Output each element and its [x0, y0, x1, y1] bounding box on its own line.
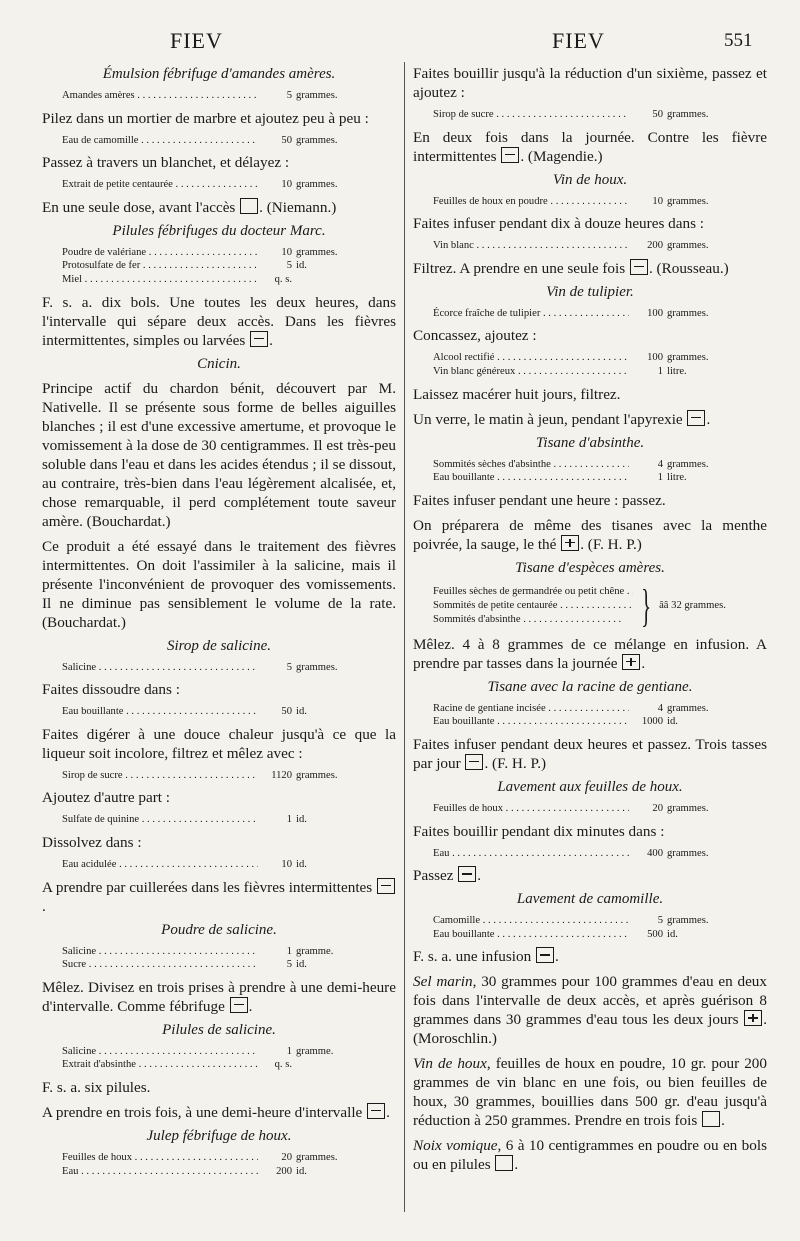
ingredient-name: Sommités de petite centaurée . . . — [433, 599, 633, 613]
paragraph-text: . — [477, 867, 482, 885]
paragraph-text: En une seule dose, avant l'accès — [42, 198, 240, 216]
plus-box-icon — [744, 1010, 762, 1026]
ingredient-name: Feuilles de houx en poudre . . . — [433, 195, 629, 209]
recipe-title: Tisane d'espèces amères. — [515, 559, 665, 576]
paragraph-text: . — [269, 331, 273, 349]
paragraph-text: , 6 à 10 centigrammes en poudre ou en bols ou en pilules — [413, 1137, 767, 1174]
ingredient-name: Camomille . . . — [433, 914, 629, 928]
ingredient-quantity: 1 — [286, 814, 292, 826]
ingredient-row — [62, 134, 396, 148]
ingredient-list — [433, 847, 767, 861]
paragraph-text: . — [554, 948, 559, 966]
ingredient-name: Sulfate de quinine . . . — [62, 813, 258, 827]
minus-box-icon — [501, 147, 519, 163]
paragraph-text: Principe actif du chardon bénit, découvert par M. Nativelle. Il se présente sous forme de belles aiguilles blanches ; il est d'une excessive amertume, et provoque le vomissement à la dose de 30 centigrammes. Il est très-peu soluble dans l'eau et dans les acides étendus ; il se dissout, au contraire, très-bien dans l'eau légèrement alcalisée, et, chose remarquable, il perd complétement toute saveur amère. (Bouchardat.) — [42, 379, 396, 530]
minus-box-icon — [250, 331, 268, 347]
ingredient-row — [62, 89, 396, 103]
paragraph-text: Un verre, le matin à jeun, pendant l'apyrexie — [413, 410, 687, 428]
remedy-name: Vin de houx — [413, 1055, 487, 1073]
paragraph — [42, 379, 396, 531]
ingredient-name: Extrait d'absinthe . . . — [62, 1058, 258, 1072]
ingredient-row — [433, 715, 767, 729]
ingredient-unit: grammes. — [667, 352, 709, 364]
paragraph-text: . — [706, 410, 711, 428]
ingredient-quantity: 20 — [652, 802, 663, 814]
ingredient-unit: grammes. — [296, 90, 338, 101]
paragraph — [413, 385, 767, 404]
paragraph-text: . (Moroschlin.) — [413, 1011, 767, 1048]
ingredient-name: Feuilles de houx . . . — [62, 1151, 258, 1165]
ingredient-row — [433, 365, 767, 379]
ingredient-name: Écorce fraîche de tulipier . . . — [433, 307, 629, 321]
ingredient-unit: grammes. — [296, 246, 338, 258]
paragraph-text: F. s. a. une infusion — [413, 948, 535, 966]
paragraph — [413, 410, 767, 429]
ingredient-list — [62, 858, 396, 872]
paragraph-text: . (Rousseau.) — [648, 259, 729, 277]
ingredient-quantity: 1120 — [271, 769, 292, 781]
ingredient-unit — [296, 273, 376, 287]
paragraph-text: . — [248, 997, 253, 1015]
recipe-title: Vin de houx. — [552, 171, 628, 188]
paragraph-text: Laissez macérer huit jours, filtrez. — [413, 385, 621, 403]
paragraph-text: F. s. a. dix bols. Une toutes les deux heures, dans l'intervalle qui sépare deux accès. Dans les fièvres intermittentes, simples ou larvées — [42, 293, 396, 349]
ingredient-unit: grammes. — [296, 769, 338, 781]
paragraph-text: F. s. a. six pilules. — [42, 1078, 151, 1096]
ingredient-unit: grammes. — [667, 109, 709, 120]
ingredient-row — [433, 471, 767, 485]
paragraph-text: Faites digérer à une douce chaleur jusqu'à ce que la liqueur soit incolore, filtrez et mêlez avec : — [42, 725, 396, 762]
running-head-right: FIEV — [552, 28, 605, 53]
ingredient-quantity: ââ 32 grammes. — [659, 600, 726, 612]
paragraph — [413, 1136, 767, 1174]
ingredient-list — [433, 914, 767, 941]
ingredient-quantity: 1000 — [641, 716, 663, 728]
recipe-title: Tisane avec la racine de gentiane. — [487, 678, 693, 695]
paragraph-text: . — [641, 654, 646, 672]
ingredient-row — [62, 958, 396, 972]
ingredient-name: Sommités d'absinthe . . . — [433, 613, 633, 627]
ingredient-name: Eau bouillante . . . — [433, 928, 629, 942]
paragraph — [413, 214, 767, 233]
paragraph-text: A prendre par cuillerées dans les fièvres intermittentes — [42, 878, 376, 896]
ingredient-name: Sucre . . . — [62, 958, 258, 972]
ingredient-row — [62, 1058, 396, 1072]
paragraph-text: Mêlez. Divisez en trois prises à prendre à une demi-heure d'intervalle. Comme fébrifuge — [42, 978, 396, 1015]
paragraph-text: . — [721, 1112, 725, 1130]
ingredient-row — [433, 239, 767, 253]
ingredient-row — [62, 858, 396, 872]
ingredient-row — [433, 914, 767, 928]
paragraph — [42, 680, 396, 699]
paragraph-text: Faites infuser pendant deux heures et passez. Trois tasses par jour — [413, 735, 767, 772]
paragraph — [413, 972, 767, 1048]
paragraph-text: . — [42, 897, 46, 915]
column-divider — [404, 62, 405, 1212]
ingredient-quantity: 1 — [657, 472, 663, 484]
running-head-left: FIEV — [170, 28, 223, 53]
ingredient-unit: grammes. — [667, 195, 709, 207]
ingredient-list — [62, 705, 396, 719]
paragraph-text: Passez à travers un blanchet, et délayez : — [42, 154, 290, 172]
ingredient-quantity: 10 — [281, 179, 292, 191]
ingredient-unit: id. — [296, 1165, 307, 1177]
paragraph-text: . (Magendie.) — [520, 147, 603, 165]
recipe-title: Sirop de salicine. — [166, 637, 271, 654]
ingredient-row — [433, 108, 767, 122]
paragraph-text: Pilez dans un mortier de marbre et ajoutez peu à peu : — [42, 109, 369, 127]
ingredient-list — [62, 813, 396, 827]
ingredient-unit: grammes. — [667, 458, 709, 470]
ingredient-list — [62, 178, 396, 192]
ingredient-row — [62, 661, 396, 675]
ingredient-unit: gramme. — [296, 1045, 334, 1057]
ingredient-name: Eau . . . — [433, 847, 629, 861]
ingredient-quantity: 50 — [652, 109, 663, 120]
page-number: 551 — [724, 30, 753, 51]
ingredient-row — [433, 351, 767, 365]
paragraph-text: . (F. H. P.) — [580, 535, 642, 553]
ingredient-unit: id. — [296, 260, 307, 272]
ingredient-unit: grammes. — [667, 307, 709, 319]
ingredient-quantity: 400 — [647, 847, 663, 859]
empty-box-icon — [240, 198, 258, 214]
recipe-title: Julep fébrifuge de houx. — [146, 1127, 292, 1144]
paragraph-text: On préparera de même des tisanes avec la menthe poivrée, la sauge, le thé — [413, 516, 767, 553]
ingredient-quantity: 20 — [281, 1151, 292, 1163]
ingredient-unit: id. — [667, 928, 678, 940]
ingredient-unit: grammes. — [667, 915, 709, 927]
ingredient-unit: grammes. — [667, 847, 709, 859]
paragraph-text: Faites dissoudre dans : — [42, 681, 180, 699]
ingredient-unit: litre. — [667, 472, 687, 484]
ingredient-list — [62, 945, 396, 972]
ingredient-list — [62, 1045, 396, 1072]
recipe-title: Tisane d'absinthe. — [535, 434, 645, 451]
recipe-title: Poudre de salicine. — [161, 921, 277, 938]
ingredient-name: Extrait de petite centaurée . . . — [62, 178, 258, 192]
ingredient-name: Miel . . . — [62, 273, 258, 287]
ingredient-quantity: 100 — [647, 307, 663, 319]
ingredient-row — [433, 802, 767, 816]
ingredient-row — [433, 702, 767, 716]
paragraph-text: Dissolvez dans : — [42, 833, 142, 851]
ingredient-name: Eau de camomille . . . — [62, 134, 258, 148]
paragraph-text: Passez — [413, 867, 458, 885]
ingredient-quantity: 200 — [647, 240, 663, 252]
ingredient-quantity: 50 — [281, 706, 292, 718]
paragraph — [413, 866, 767, 885]
paragraph — [42, 1103, 396, 1122]
ingredient-unit: grammes. — [667, 802, 709, 814]
minus-box-icon — [630, 259, 648, 275]
ingredient-quantity: 5 — [657, 915, 663, 927]
ingredient-name: Feuilles sèches de germandrée ou petit chêne . . . — [433, 585, 633, 599]
minus-box-icon — [377, 878, 395, 894]
ingredient-name: Salicine . . . — [62, 661, 258, 675]
ingredient-list — [62, 769, 396, 783]
ingredient-quantity: 100 — [647, 352, 663, 364]
paragraph — [42, 293, 396, 350]
ingredient-name: Eau acidulée . . . — [62, 858, 258, 872]
left-column — [42, 62, 396, 1184]
ingredient-quantity: 5 — [286, 260, 292, 272]
paragraph — [42, 788, 396, 807]
paragraph — [42, 109, 396, 128]
empty-box-icon — [702, 1111, 720, 1127]
ingredient-name: Vin blanc généreux . . . — [433, 365, 629, 379]
paragraph-text: Ce produit a été essayé dans le traitement des fièvres intermittentes. On doit l'assimiler à la salicine, mais il présente l'inconvénient de provoquer des vomissements. Il ne diminue pas sensiblement le volume de la rate. (Bouchardat.) — [42, 537, 396, 631]
paragraph — [42, 198, 396, 217]
ingredient-unit: id. — [296, 706, 307, 718]
paragraph — [413, 259, 767, 278]
paragraph — [42, 833, 396, 852]
ingredient-name: Racine de gentiane incisée . . . — [433, 702, 629, 716]
ingredient-quantity: 1 — [286, 1045, 292, 1057]
paragraph — [413, 128, 767, 166]
ingredient-unit: gramme. — [296, 945, 334, 957]
ingredient-name: Sirop de sucre . . . — [433, 108, 629, 122]
ingredient-list — [433, 307, 767, 321]
ingredient-list — [433, 351, 767, 378]
ingredient-name: Protosulfate de fer . . . — [62, 259, 258, 273]
ingredient-name: Salicine . . . — [62, 1045, 258, 1059]
ingredient-unit: grammes. — [667, 240, 709, 252]
ingredient-list — [433, 702, 767, 729]
paragraph-text: Faites bouillir pendant dix minutes dans : — [413, 822, 665, 840]
paragraph — [413, 516, 767, 554]
ingredient-unit: grammes. — [667, 702, 709, 714]
ingredient-row — [62, 273, 396, 287]
recipe-title: Lavement aux feuilles de houx. — [497, 778, 683, 795]
ingredient-name: Sommités sèches d'absinthe . . . — [433, 458, 629, 472]
paragraph-text: Faites infuser pendant une heure : passez. — [413, 491, 666, 509]
ingredient-quantity: 50 — [281, 134, 292, 146]
paragraph — [413, 635, 767, 673]
brace-symbol: } — [641, 579, 652, 631]
recipe-title: Pilules fébrifuges du docteur Marc. — [112, 222, 326, 239]
ingredient-name: Sirop de sucre . . . — [62, 769, 258, 783]
empty-box-icon — [495, 1155, 513, 1171]
recipe-title: Émulsion fébrifuge d'amandes amères. — [102, 66, 336, 82]
ingredient-row — [62, 259, 396, 273]
recipe-title: Lavement de camomille. — [516, 891, 664, 908]
paragraph-text: Ajoutez d'autre part : — [42, 789, 170, 807]
bracketed-ingredients — [433, 579, 767, 631]
ingredient-unit — [296, 1058, 376, 1072]
ingredient-quantity: 5 — [286, 661, 292, 673]
ingredient-quantity: 1 — [286, 945, 292, 957]
ingredient-quantity: q. s. — [274, 273, 292, 285]
paragraph-text: Filtrez. A prendre en une seule fois — [413, 259, 629, 277]
bracketed-ingredient-names — [433, 585, 633, 626]
ingredient-row — [62, 1045, 396, 1059]
right-column — [413, 62, 767, 1180]
ingredient-name: Feuilles de houx . . . — [433, 802, 629, 816]
paragraph-text: Concassez, ajoutez : — [413, 327, 537, 345]
ingredient-quantity: 4 — [657, 702, 663, 714]
ingredient-row — [62, 1151, 396, 1165]
ingredient-name: Eau bouillante . . . — [433, 715, 629, 729]
paragraph — [413, 735, 767, 773]
ingredient-row — [433, 195, 767, 209]
ingredient-quantity: 5 — [286, 959, 292, 971]
ingredient-name: Eau bouillante . . . — [62, 705, 258, 719]
ingredient-list — [433, 239, 767, 253]
minus-box-icon — [230, 997, 248, 1013]
paragraph-text: Faites bouillir jusqu'à la réduction d'un sixième, passez et ajoutez : — [413, 65, 767, 101]
ingredient-list — [433, 108, 767, 122]
ingredient-unit: grammes. — [296, 661, 338, 673]
ingredient-row — [62, 769, 396, 783]
paragraph-text: Faites infuser pendant dix à douze heures dans : — [413, 215, 705, 233]
ingredient-row — [433, 458, 767, 472]
paragraph-text: , feuilles de houx en poudre, 10 gr. pour 200 grammes de vin blanc en une fois, ou bien feuilles de houx, 30 grammes, bouillies dans 500 gr. d'eau jusqu'à réduction à 250 grammes. Prendre en trois fois — [413, 1055, 767, 1130]
paragraph-text: . — [386, 1103, 390, 1121]
ingredient-name: Poudre de valériane . . . — [62, 246, 258, 260]
ingredient-unit: grammes. — [296, 134, 338, 146]
paragraph — [42, 878, 396, 916]
ingredient-row — [62, 1165, 396, 1179]
paragraph — [42, 1078, 396, 1097]
ingredient-row — [62, 813, 396, 827]
ingredient-quantity: 5 — [286, 90, 292, 101]
minus-box-icon — [465, 754, 483, 770]
ingredient-row — [62, 178, 396, 192]
ingredient-quantity: q. s. — [274, 1059, 292, 1071]
paragraph-text: A prendre en trois fois, à une demi-heure d'intervalle — [42, 1103, 367, 1121]
ingredient-name: Eau . . . — [62, 1165, 258, 1179]
ingredient-list — [62, 134, 396, 148]
ingredient-list — [62, 1151, 396, 1178]
ingredient-quantity: 4 — [657, 458, 663, 470]
paragraph — [413, 491, 767, 510]
plus-box-icon — [622, 654, 640, 670]
ingredient-list — [62, 661, 396, 675]
ingredient-name: Alcool rectifié . . . — [433, 351, 629, 365]
ingredient-quantity: 10 — [281, 246, 292, 258]
paragraph-text: . (F. H. P.) — [484, 754, 547, 772]
remedy-name: Noix vomique — [413, 1137, 498, 1155]
minus-box-icon — [687, 410, 705, 426]
minus-box-icon — [536, 947, 554, 963]
minus-box-icon — [367, 1103, 385, 1119]
paragraph — [42, 153, 396, 172]
ingredient-unit: id. — [296, 858, 307, 870]
ingredient-quantity: 500 — [647, 928, 663, 940]
page-header — [0, 28, 800, 56]
paragraph — [42, 537, 396, 632]
ingredient-list — [433, 458, 767, 485]
remedy-name: Sel marin — [413, 973, 473, 991]
ingredient-quantity: 10 — [281, 858, 292, 870]
recipe-title: Pilules de salicine. — [162, 1021, 276, 1038]
paragraph-text: Mêlez. 4 à 8 grammes de ce mélange en infusion. A prendre par tasses dans la journée — [413, 635, 767, 672]
ingredient-name: Amandes amères . . . — [62, 89, 258, 103]
plus-box-icon — [561, 535, 579, 551]
ingredient-unit: id. — [296, 959, 307, 971]
paragraph-text: En deux fois dans la journée. Contre les fièvre intermittentes — [413, 128, 767, 165]
ingredient-row — [433, 307, 767, 321]
ingredient-row — [433, 847, 767, 861]
ingredient-unit: litre. — [667, 365, 687, 377]
ingredient-row — [62, 705, 396, 719]
paragraph — [413, 326, 767, 345]
ingredient-name: Vin blanc . . . — [433, 239, 629, 253]
ingredient-quantity: 10 — [652, 195, 663, 207]
ingredient-name: Salicine . . . — [62, 945, 258, 959]
ingredient-name: Eau bouillante . . . — [433, 471, 629, 485]
ingredient-unit: id. — [296, 814, 307, 826]
paragraph — [42, 725, 396, 763]
paragraph — [413, 947, 767, 966]
paragraph-text: , 30 grammes pour 100 grammes d'eau en deux fois dans l'intervalle de deux accès, et après guérison 8 grammes dans 30 grammes d'eau tous les deux jours — [413, 973, 767, 1029]
minus-box-icon — [458, 866, 476, 882]
ingredient-quantity: 200 — [276, 1165, 292, 1177]
paragraph — [413, 64, 767, 102]
ingredient-quantity: 1 — [657, 365, 663, 377]
ingredient-row — [62, 945, 396, 959]
ingredient-list — [62, 246, 396, 287]
ingredient-row — [433, 928, 767, 942]
ingredient-list — [433, 195, 767, 209]
ingredient-unit: id. — [667, 716, 678, 728]
ingredient-list — [433, 802, 767, 816]
paragraph — [42, 978, 396, 1016]
paragraph — [413, 822, 767, 841]
ingredient-unit: grammes. — [296, 179, 338, 191]
recipe-title: Cnicin. — [197, 355, 241, 372]
ingredient-list — [62, 89, 396, 103]
ingredient-unit: grammes. — [296, 1151, 338, 1163]
paragraph-text: . (Niemann.) — [259, 198, 337, 216]
recipe-title: Vin de tulipier. — [546, 283, 634, 300]
ingredient-row — [62, 246, 396, 260]
paragraph — [413, 1054, 767, 1130]
paragraph-text: . — [514, 1156, 519, 1174]
